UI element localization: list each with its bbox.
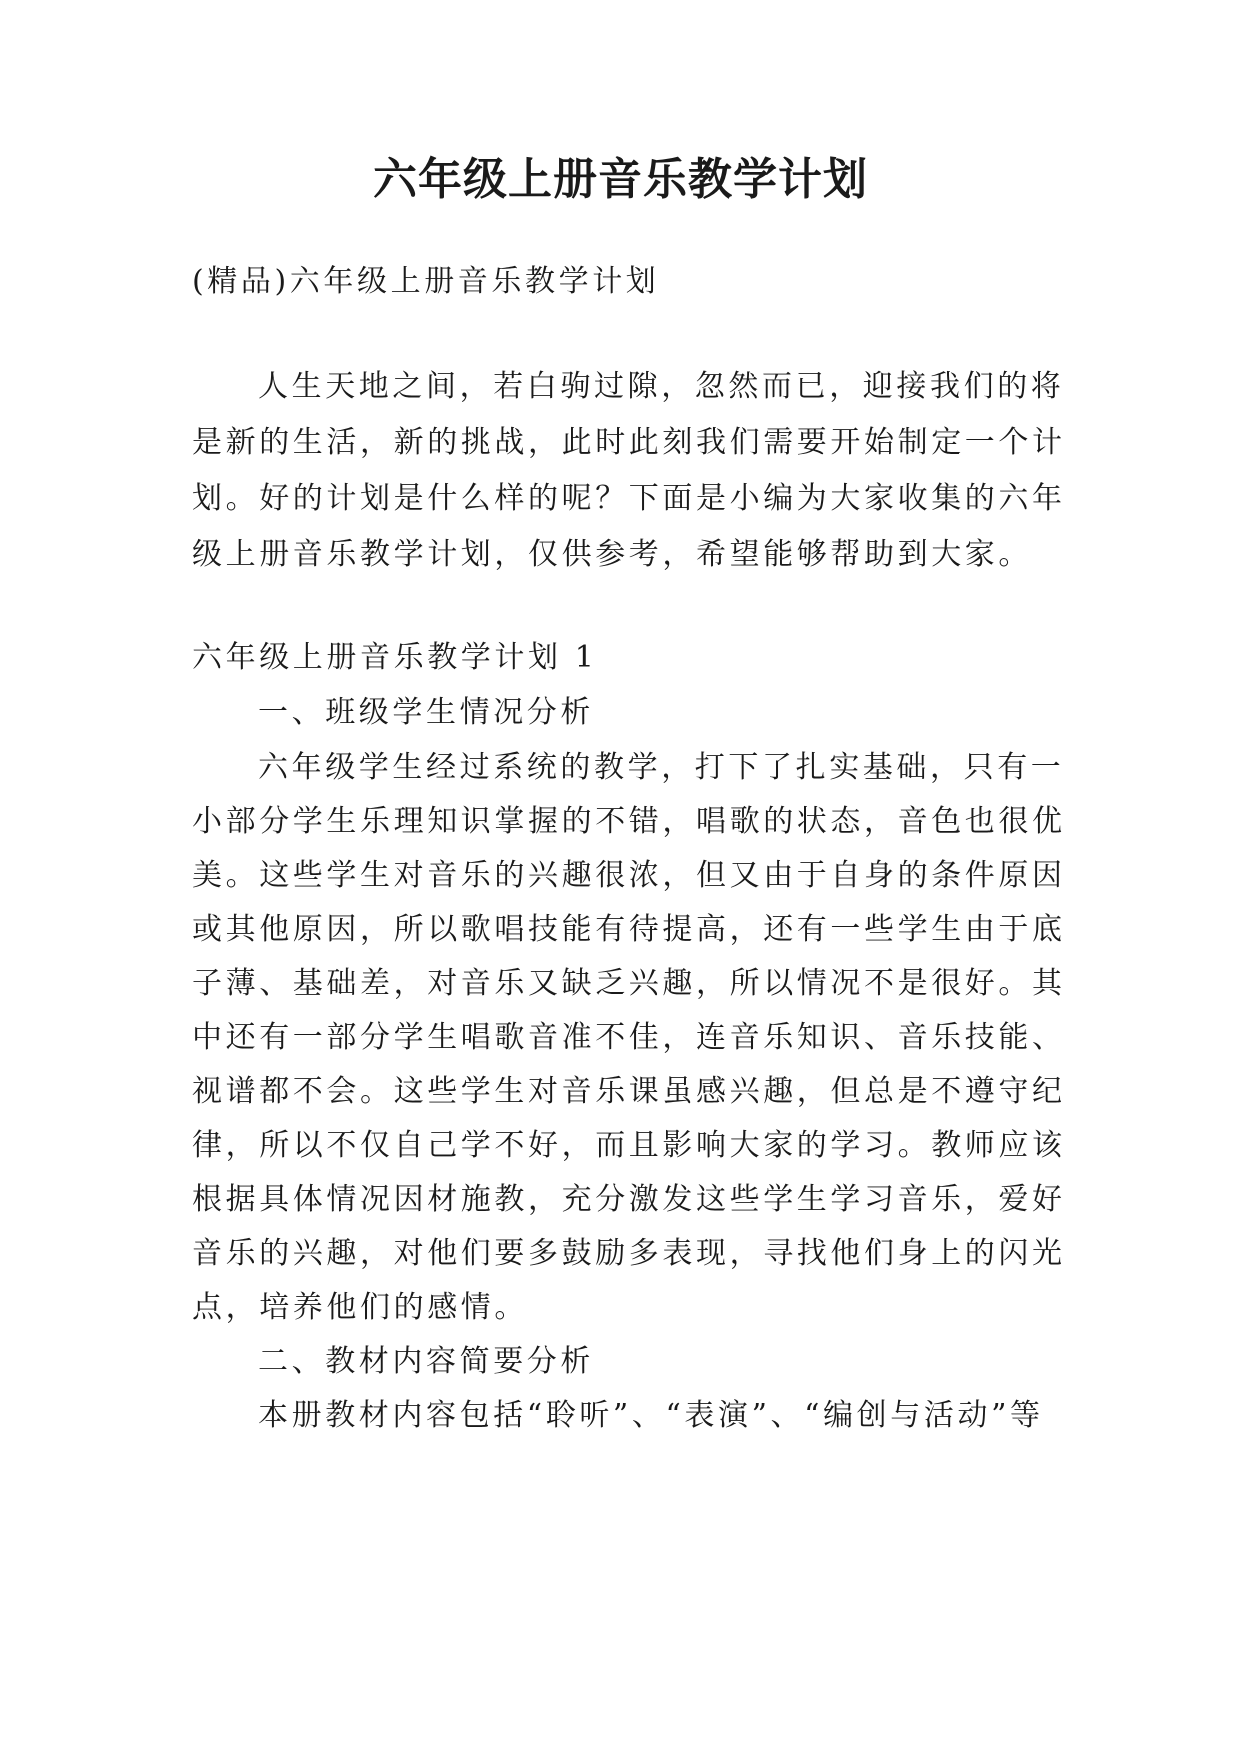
section-heading: 一、班级学生情况分析 xyxy=(258,695,594,730)
paragraph-line: 本册教材内容包括“聆听”、“表演”、“编创与活动”等 xyxy=(258,1398,1044,1433)
paragraph-line: 视谱都不会。这些学生对音乐课虽感兴趣，但总是不遵守纪 xyxy=(192,1074,1066,1109)
document-subtitle: (精品)六年级上册音乐教学计划 xyxy=(192,264,660,299)
intro-line: 是新的生活，新的挑战，此时此刻我们需要开始制定一个计 xyxy=(192,425,1066,460)
paragraph-line: 六年级学生经过系统的教学，打下了扎实基础，只有一 xyxy=(258,750,1065,785)
paragraph-line: 音乐的兴趣，对他们要多鼓励多表现，寻找他们身上的闪光 xyxy=(192,1236,1066,1271)
intro-line: 划。好的计划是什么样的呢？下面是小编为大家收集的六年 xyxy=(192,481,1066,516)
paragraph-line: 根据具体情况因材施教，充分激发这些学生学习音乐，爱好 xyxy=(192,1182,1066,1217)
intro-line: 级上册音乐教学计划，仅供参考，希望能够帮助到大家。 xyxy=(192,537,1032,572)
intro-line: 人生天地之间，若白驹过隙，忽然而已，迎接我们的将 xyxy=(258,369,1065,404)
paragraph-line: 点，培养他们的感情。 xyxy=(192,1290,528,1325)
paragraph-line: 中还有一部分学生唱歌音准不佳，连音乐知识、音乐技能、 xyxy=(192,1020,1066,1055)
paragraph-line: 小部分学生乐理知识掌握的不错，唱歌的状态，音色也很优 xyxy=(192,804,1066,839)
document-title: 六年级上册音乐教学计划 xyxy=(373,154,868,205)
section-title: 六年级上册音乐教学计划 1 xyxy=(192,640,598,675)
section-heading: 二、教材内容简要分析 xyxy=(258,1344,594,1379)
paragraph-line: 子薄、基础差，对音乐又缺乏兴趣，所以情况不是很好。其 xyxy=(192,966,1066,1001)
paragraph-line: 律，所以不仅自己学不好，而且影响大家的学习。教师应该 xyxy=(192,1128,1066,1163)
paragraph-line: 美。这些学生对音乐的兴趣很浓，但又由于自身的条件原因 xyxy=(192,858,1066,893)
paragraph-line: 或其他原因，所以歌唱技能有待提高，还有一些学生由于底 xyxy=(192,912,1066,947)
